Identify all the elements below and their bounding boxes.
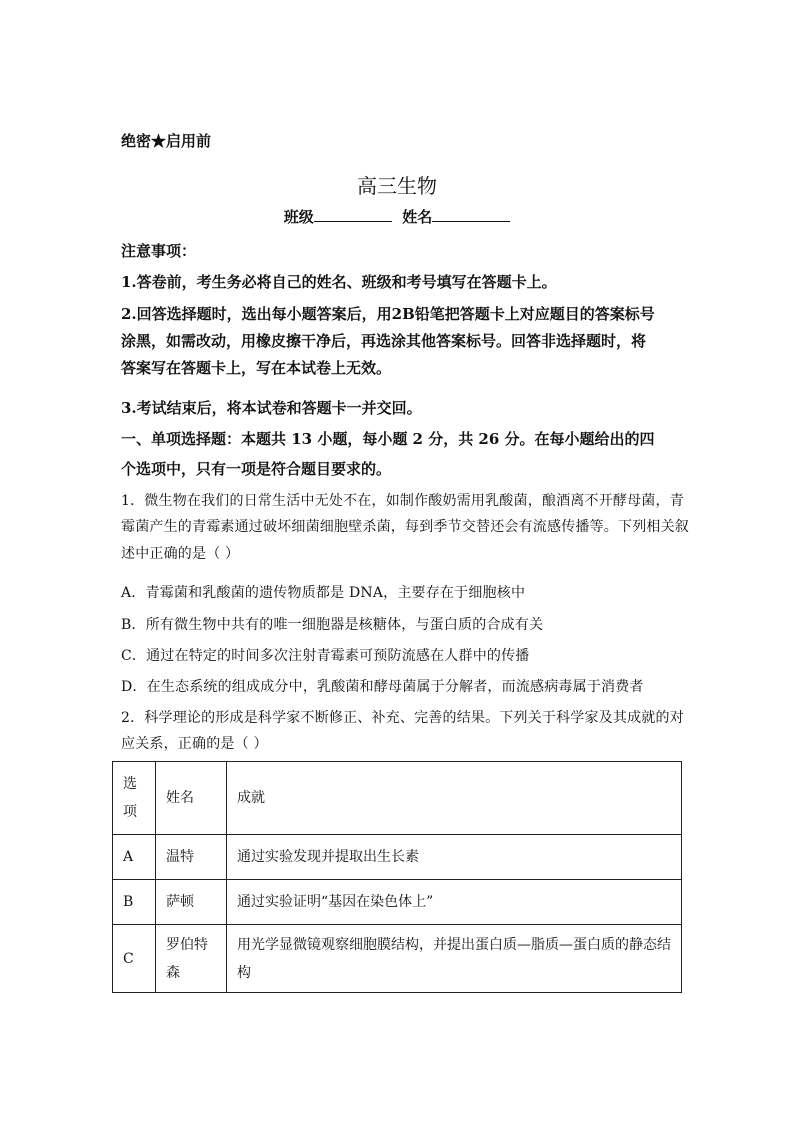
- table-row: [113, 880, 682, 925]
- achievement-table: [112, 761, 682, 993]
- row-option: B: [113, 880, 156, 925]
- exam-title: 高三生物: [357, 174, 437, 198]
- option-b: B．所有微生物中共有的唯一细胞器是核糖体，与蛋白质的合成有关: [121, 617, 544, 633]
- class-blank[interactable]: [314, 207, 392, 222]
- option-a: A．青霉菌和乳酸菌的遗传物质都是 DNA，主要存在于细胞核中: [121, 585, 526, 601]
- row-name: 温特: [156, 835, 227, 880]
- option-c: C．通过在特定的时间多次注射青霉素可预防流感在人群中的传播: [121, 648, 530, 664]
- table-row: [113, 835, 682, 880]
- note-line: 答案写在答题卡上，写在本试卷上无效。: [121, 359, 392, 377]
- row-name: 罗伯特森: [156, 925, 227, 993]
- note-line: 2.回答选择题时，选出每小题答案后，用2B铅笔把答题卡上对应题目的答案标号: [121, 305, 655, 323]
- section-heading: 一、单项选择题：本题共 13 小题，每小题 2 分，共 26 分。在每小题给出的四: [121, 430, 655, 448]
- note-line: 涂黑，如需改动，用橡皮擦干净后，再选涂其他答案标号。回答非选择题时，将: [121, 332, 647, 350]
- note-line: 3.考试结束后，将本试卷和答题卡一并交回。: [121, 399, 422, 417]
- class-name-row: [0, 206, 794, 227]
- header-achievement: 成就: [227, 762, 682, 835]
- section-heading: 个选项中，只有一项是符合题目要求的。: [121, 460, 392, 478]
- question-stem: 应关系，正确的是（ ）: [121, 736, 268, 752]
- table-row: [113, 925, 682, 993]
- note-line: 1.答卷前，考生务必将自己的姓名、班级和考号填写在答题卡上。: [121, 273, 557, 291]
- name-blank[interactable]: [432, 207, 510, 222]
- notes-heading: 注意事项：: [121, 242, 197, 260]
- row-name: 萨顿: [156, 880, 227, 925]
- question-stem: 霉菌产生的青霉素通过破坏细菌细胞壁杀菌，每到季节交替还会有流感传播等。下列相关叙: [121, 519, 689, 535]
- row-option: A: [113, 835, 156, 880]
- question-stem: 述中正确的是（ ）: [121, 546, 240, 562]
- row-option: C: [113, 925, 156, 993]
- row-achievement: 用光学显微镜观察细胞膜结构，并提出蛋白质—脂质—蛋白质的静态结构: [227, 925, 682, 993]
- question-stem: 1．微生物在我们的日常生活中无处不在，如制作酸奶需用乳酸菌，酿酒离不开酵母菌，青: [121, 493, 684, 509]
- name-label: 姓名: [402, 208, 433, 226]
- row-achievement: 通过实验发现并提取出生长素: [227, 835, 682, 880]
- class-label: 班级: [283, 208, 314, 226]
- header-name: 姓名: [156, 762, 227, 835]
- table-header-row: [113, 762, 682, 835]
- confidential-mark: 绝密★启用前: [121, 132, 212, 150]
- row-achievement: 通过实验证明“基因在染色体上”: [227, 880, 682, 925]
- option-d: D．在生态系统的组成成分中，乳酸菌和酵母菌属于分解者，而流感病毒属于消费者: [121, 679, 644, 695]
- header-option: 选项: [113, 762, 156, 835]
- question-stem: 2．科学理论的形成是科学家不断修正、补充、完善的结果。下列关于科学家及其成就的对: [121, 710, 684, 726]
